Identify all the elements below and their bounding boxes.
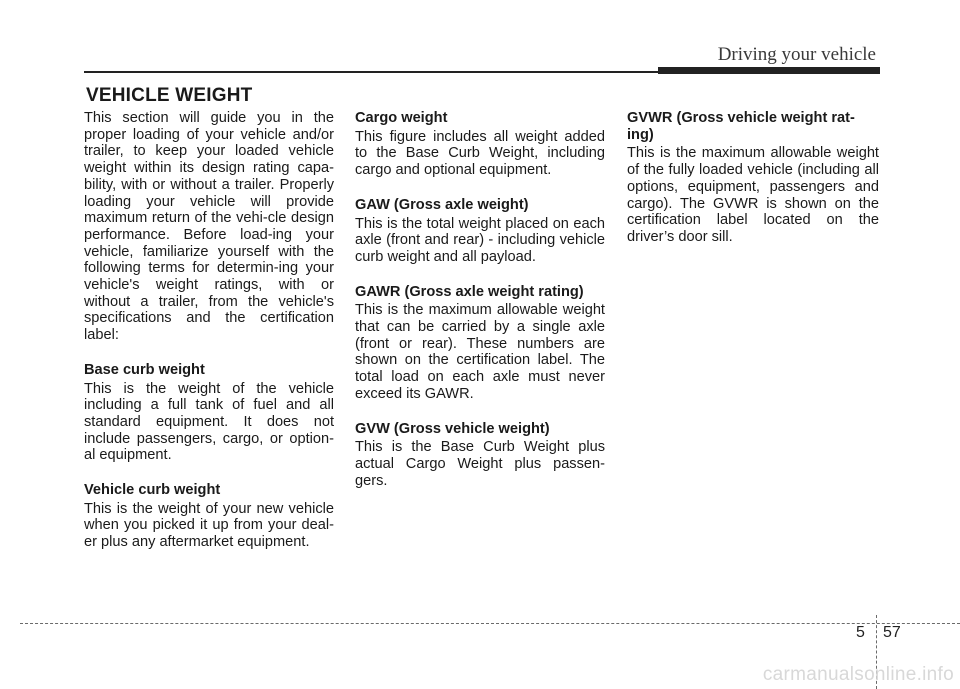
gvw-text: This is the Base Curb Weight plus actual Cargo Weight plus passen-gers. (355, 439, 605, 489)
gawr-text: This is the maximum allowable weight that can be carried by a single axle (front or rear). These numbers are shown on the certification label. The total load on each axle must never exceed its GAWR. (355, 302, 605, 402)
chapter-number: 5 (856, 624, 865, 641)
intro-paragraph: This section will guide you in the proper loading of your vehicle and/or trailer, to keep your loaded vehicle weight within its design rating capa-bility, with or without a trailer. Properly loading your vehicle will provide maximum return of the vehi-cle design performance. Before load-ing your vehicle, familiarize yourself with the following terms for determin-ing your vehicle's weight ratings, with or without a trailer, from the vehicle's specifications and the certification label: (84, 110, 334, 344)
base-curb-heading: Base curb weight (84, 361, 205, 378)
gvwr-heading: GVWR (Gross vehicle weight rat-ing) (627, 110, 855, 143)
cargo-heading: Cargo weight (355, 110, 448, 126)
header-title: Driving your vehicle (717, 44, 876, 65)
gawr-heading: GAWR (Gross axle weight rating) (355, 283, 584, 300)
gaw-text: This is the total weight placed on each axle (front and rear) - including vehicle curb weight and all payload. (355, 215, 605, 265)
gaw-heading: GAW (Gross axle weight) (355, 196, 529, 213)
vehicle-curb-heading: Vehicle curb weight (84, 482, 221, 499)
base-curb-text: This is the weight of the vehicle including a full tank of fuel and all standard equipment. It does not include passengers, cargo, or option-al equipment. (84, 380, 334, 464)
watermark: carmanualsonline.info (762, 664, 954, 685)
column-2 (355, 110, 605, 489)
gvwr-text: This is the maximum allowable weight of the fully loaded vehicle (including all options, equipment, passengers and cargo). The GVWR is shown on the certification label located on the driver’s door sill. (627, 145, 879, 245)
gvw-heading: GVW (Gross vehicle weight) (355, 420, 550, 437)
section-title: VEHICLE WEIGHT (86, 85, 253, 106)
page-number: 57 (883, 624, 901, 641)
column-1 (84, 110, 334, 551)
header-rule-accent (658, 67, 880, 74)
footer-divider (20, 623, 960, 624)
column-3 (627, 110, 879, 246)
cargo-text: This figure includes all weight added to the Base Curb Weight, including cargo and optional equipment. (355, 128, 605, 179)
vehicle-curb-text: This is the weight of your new vehicle when you picked it up from your deal-er plus any aftermarket equipment. (84, 500, 334, 551)
